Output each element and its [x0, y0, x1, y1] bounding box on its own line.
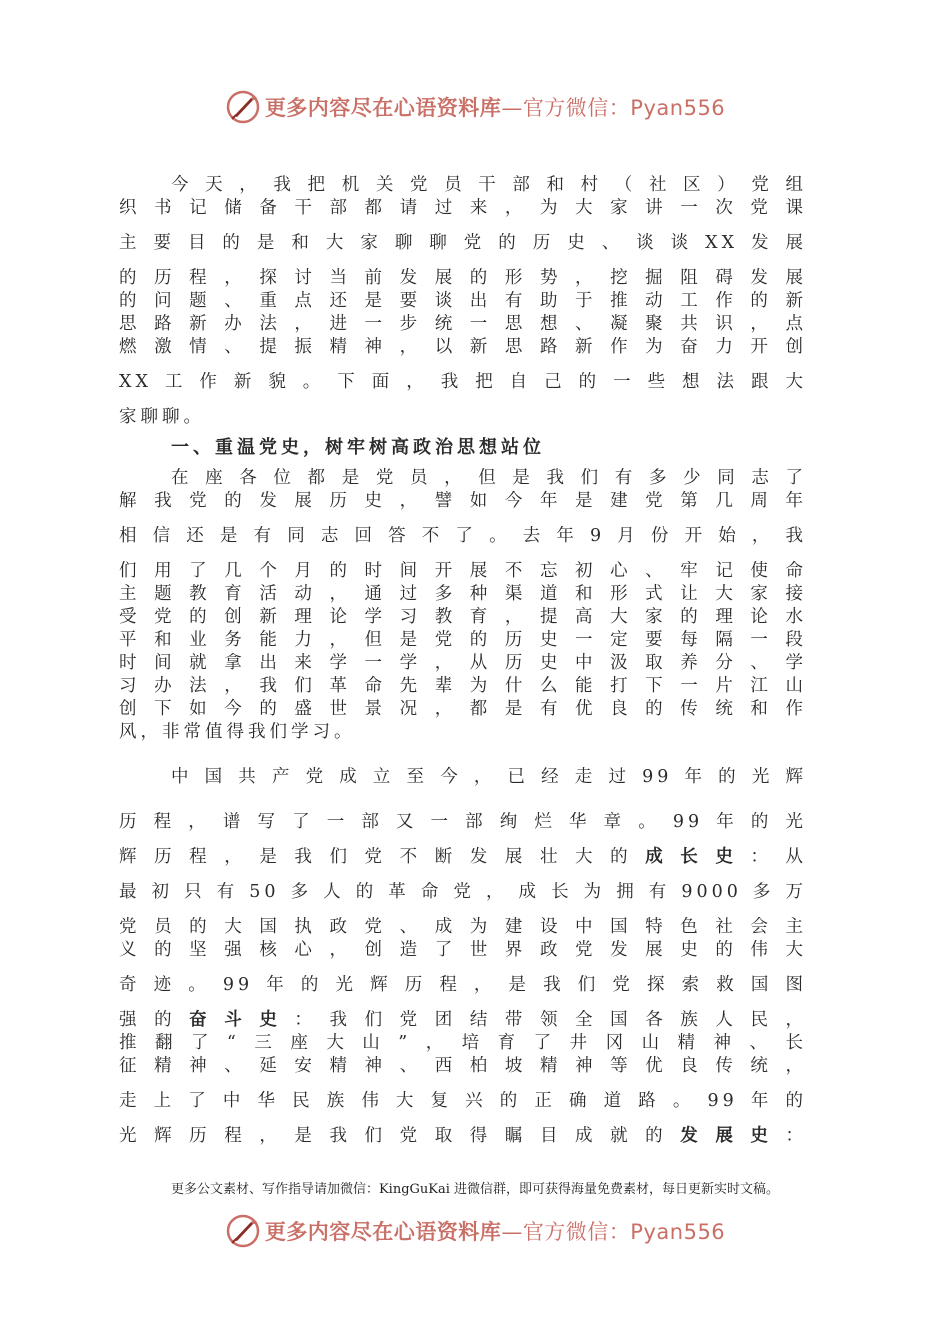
text-line: 主题教育活动，通过多种渠道和形式让大家接: [119, 584, 807, 604]
text-line: 织书记储备干部都请过来，为大家讲一次党课: [119, 198, 807, 218]
text-line: 历程，谱写了一部又一部绚烂华章。99年的光: [119, 812, 807, 832]
text-line: 风，非常值得我们学习。: [119, 722, 356, 742]
footer-note: 更多公文素材、写作指导请加微信：KingGuKai 进微信群，即可获得海量免费素材，每日更新实时文稿。: [170, 1182, 780, 1197]
bold-term-growth-history: 成长史: [645, 847, 751, 867]
text-line: XX工作新貌。下面，我把自己的一些想法跟大: [119, 372, 807, 392]
text-line: 时间就拿出来学一学，从历史中汲取养分、学: [119, 653, 807, 673]
text-line: 主要目的是和大家聊聊党的历史、谈谈XX发展: [119, 233, 807, 253]
header-banner: [0, 82, 950, 132]
text-line: 征精神、延安精神、西柏坡精神等优良传统，: [119, 1056, 807, 1076]
text-line: 相信还是有同志回答不了。去年9月份开始，我: [119, 526, 807, 546]
text-line: 最初只有50多人的革命党，成长为拥有9000多万: [119, 882, 807, 902]
bold-term-development-history: 发展史: [680, 1126, 786, 1146]
text-line: 走上了中华民族伟大复兴的正确道路。99年的: [119, 1091, 807, 1111]
text-line: 中国共产党成立至今，已经走过99年的光辉: [171, 767, 807, 787]
text-line: 思路新办法，进一步统一思想、凝聚共识，点: [119, 314, 807, 334]
section1-paragraph-2: [119, 766, 807, 1148]
text-line: 今天，我把机关党员干部和村（社区）党组: [171, 175, 807, 195]
quill-pen-logo-icon: [225, 89, 261, 125]
document-body: [119, 174, 807, 1148]
text-line: 党员的大国执政党、成为建设中国特色社会主: [119, 917, 807, 937]
banner-text: 更多内容尽在心语资料库—官方微信：Pyan556: [264, 1220, 726, 1244]
text-line: 们用了几个月的时间开展不忘初心、牢记使命: [119, 561, 807, 581]
text-line: 习办法，我们革命先辈为什么能打下一片江山: [119, 676, 807, 696]
text-line: 平和业务能力，但是党的历史一定要每隔一段: [119, 630, 807, 650]
section1-paragraph-1: [119, 467, 807, 744]
banner-text: 更多内容尽在心语资料库—官方微信：Pyan556: [264, 96, 726, 120]
text-line: 燃激情、提振精神，以新思路新作为奋力开创: [119, 337, 807, 357]
section-heading: 一、重温党史，树牢树高政治思想站位: [171, 437, 545, 458]
quill-pen-logo-icon: [225, 1213, 261, 1249]
text-line: 辉历程，是我们党不断发展壮大的成长史：从: [119, 847, 808, 867]
footer-banner: [0, 1206, 950, 1256]
text-line: 光辉历程，是我们党取得瞩目成就的发展史：: [119, 1126, 808, 1146]
text-line: 的历程，探讨当前发展的形势，挖掘阻碍发展: [119, 268, 807, 288]
text-line: 创下如今的盛世景况，都是有优良的传统和作: [119, 699, 807, 719]
text-line: 义的坚强核心，创造了世界政党发展史的伟大: [119, 940, 807, 960]
text-line: 在座各位都是党员，但是我们有多少同志了: [171, 468, 807, 488]
text-line: 解我党的发展历史，譬如今年是建党第几周年: [119, 491, 807, 511]
text-line: 家聊聊。: [119, 407, 205, 427]
text-line: 奇迹。99年的光辉历程，是我们党探索救国图: [119, 975, 807, 995]
bold-term-struggle-history: 奋斗史: [189, 1010, 295, 1030]
text-line: 的问题、重点还是要谈出有助于推动工作的新: [119, 291, 807, 311]
intro-paragraph: [119, 174, 807, 429]
text-line: 强的奋斗史：我们党团结带领全国各族人民，: [119, 1010, 808, 1030]
text-line: 受党的创新理论学习教育，提高大家的理论水: [119, 607, 807, 627]
text-line: 推翻了“三座大山”，培育了井冈山精神、长: [119, 1033, 807, 1053]
